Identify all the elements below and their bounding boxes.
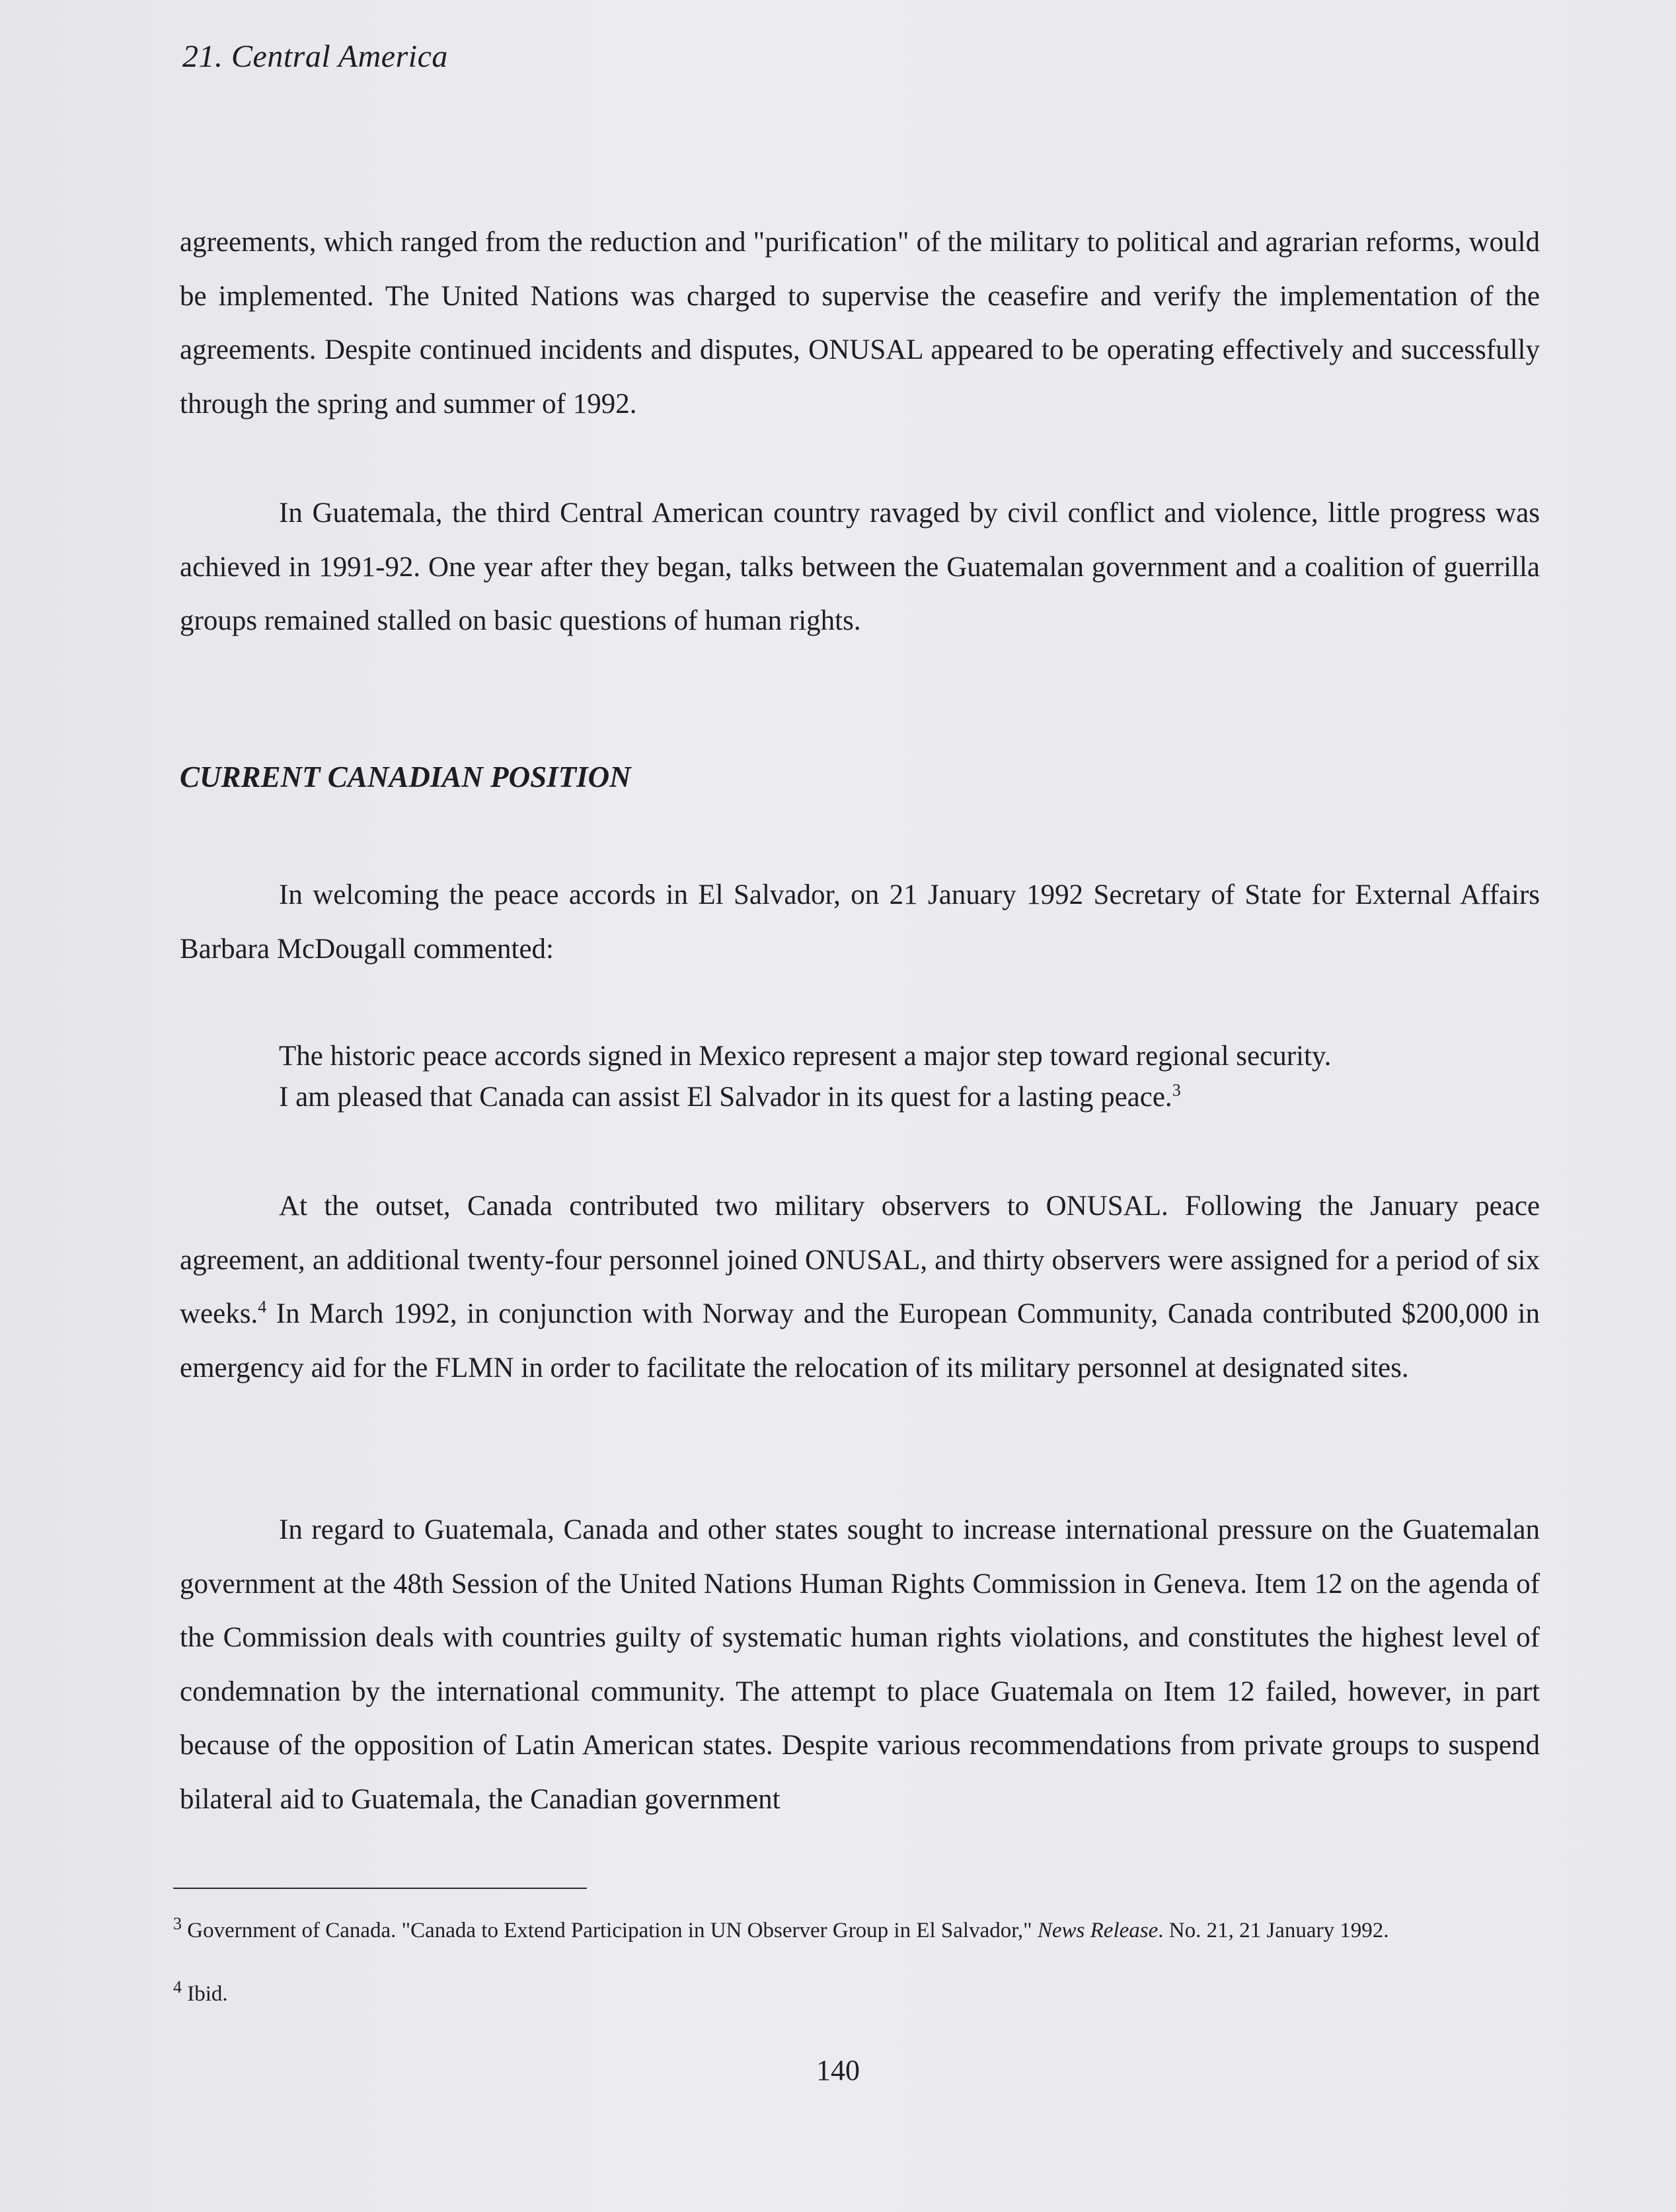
paragraph-text-continued: In March 1992, in conjunction with Norway and the European Community, Canada contributed $200,000 in emergency aid for the FLMN in order to facilitate the relocation of its military personnel at designated sites. xyxy=(180,1298,1540,1383)
section-heading: CURRENT CANADIAN POSITION xyxy=(180,760,631,793)
footnote-text-end: . No. 21, 21 January 1992. xyxy=(1158,1919,1389,1942)
footnote-mark: 3 xyxy=(173,1914,182,1933)
paragraph-continuation xyxy=(180,215,1540,431)
footnote-italic-title: News Release xyxy=(1037,1919,1159,1942)
paragraph-guatemala-commission xyxy=(180,1503,1540,1826)
paragraph-text: In regard to Guatemala, Canada and other states sought to increase international pressure on the Guatemalan government at the 48th Session of the United Nations Human Rights Commission in Geneva. Item 12 on the agenda of the Commission deals with countries guilty of systematic human rights violations, and constitutes the highest level of condemnation by the international community. The attempt to place Guatemala on Item 12 failed, however, in part because of the opposition of Latin American states. Despite various recommendations from private groups to suspend bilateral aid to Guatemala, the Canadian government xyxy=(180,1514,1540,1815)
quote-line-2: I am pleased that Canada can assist El Salvador in its quest for a lasting peace. xyxy=(279,1082,1172,1113)
paragraph-text: In Guatemala, the third Central American country ravaged by civil conflict and violence, little progress was achieved in 1991-92. One year after they began, talks between the Guatemalan government and a coalition of guerrilla groups remained stalled on basic questions of human rights. xyxy=(180,498,1540,636)
paragraph-guatemala-progress xyxy=(180,486,1540,648)
footnote-reference-3[interactable]: 3 xyxy=(1172,1080,1181,1100)
footnote-reference-4[interactable]: 4 xyxy=(258,1297,267,1317)
footnote-3 xyxy=(173,1914,1541,1944)
paragraph-peace-accords xyxy=(180,868,1540,976)
quote-line-1: The historic peace accords signed in Mexico represent a major step toward regional security. xyxy=(279,1041,1332,1072)
paragraph-canada-contribution xyxy=(180,1179,1540,1395)
footnote-divider xyxy=(173,1888,587,1889)
footnote-mark: 4 xyxy=(173,1977,182,1997)
paragraph-text: In welcoming the peace accords in El Salvador, on 21 January 1992 Secretary of State for External Affairs Barbara McDougall commented: xyxy=(180,879,1540,965)
footnote-text: Government of Canada. "Canada to Extend Participation in UN Observer Group in El Salvador," xyxy=(187,1919,1038,1942)
paragraph-text: At the outset, Canada contributed two military observers to ONUSAL. Following the January peace agreement, an additional twenty-four personnel joined ONUSAL, and thirty observers were assigned for a period of six weeks. xyxy=(180,1191,1540,1329)
page-number: 140 xyxy=(816,2054,860,2086)
footnote-text: Ibid. xyxy=(187,1982,228,2006)
footnote-4 xyxy=(173,1977,1541,2007)
paragraph-text: agreements, which ranged from the reduction and "purification" of the military to political and agrarian reforms, would be implemented. The United Nations was charged to supervise the ceasefire and verify the implementation of the agreements. Despite continued incidents and disputes, ONUSAL appeared to be operating effectively and successfully through the spring and summer of 1992. xyxy=(180,227,1540,420)
block-quote xyxy=(279,1036,1429,1118)
running-head: 21. Central America xyxy=(182,39,448,74)
